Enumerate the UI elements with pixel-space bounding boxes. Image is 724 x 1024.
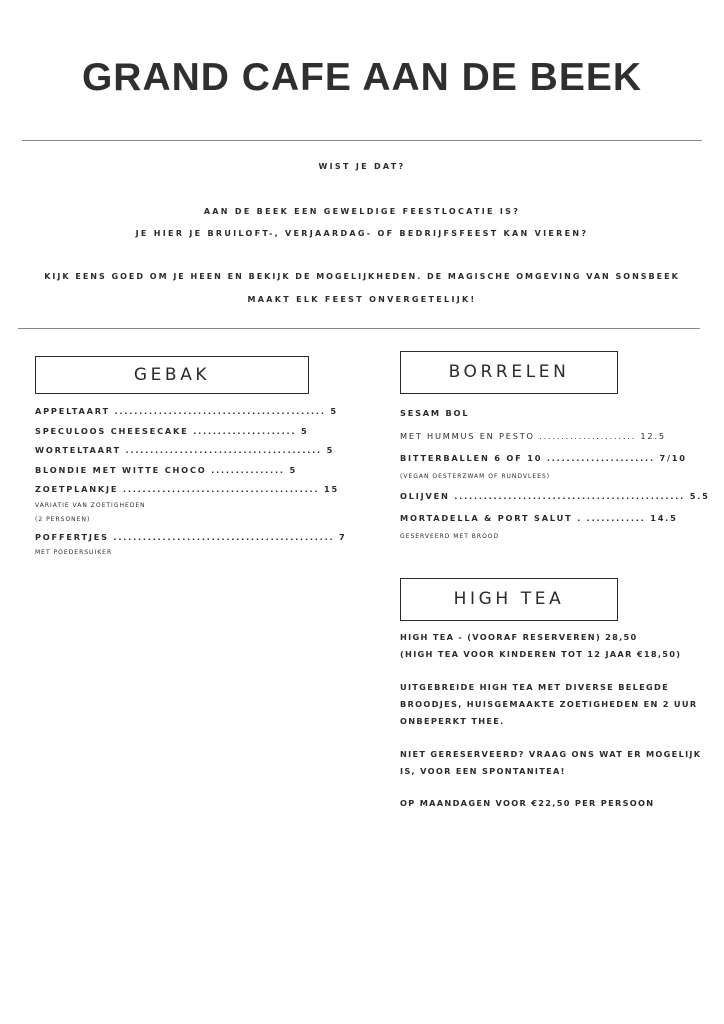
- intro-line: AAN DE BEEK EEN GEWELDIGE FEESTLOCATIE IS?: [203, 207, 521, 216]
- intro-heading: WIST JE DAT?: [318, 162, 406, 171]
- hightea-line: ONBEPERKT THEE.: [400, 716, 505, 726]
- intro-line: MAAKT ELK FEEST ONVERGETELIJK!: [247, 295, 477, 304]
- hightea-heading: HIGH TEA: [400, 578, 618, 621]
- menu-item: BLONDIE MET WITTE CHOCO ............... 5: [35, 465, 297, 475]
- item-note: (2 PERSONEN): [35, 516, 91, 523]
- hightea-line: UITGEBREIDE HIGH TEA MET DIVERSE BELEGDE: [400, 682, 670, 692]
- item-note: GESERVEERD MET BROOD: [400, 533, 500, 540]
- item-note: MET POEDERSUIKER: [35, 549, 113, 556]
- intro-line: JE HIER JE BRUILOFT-, VERJAARDAG- OF BEDRIJFSFEEST KAN VIEREN?: [135, 229, 589, 238]
- menu-item: OLIJVEN ............................................... 5.5: [400, 491, 710, 501]
- hightea-line: BROODJES, HUISGEMAAKTE ZOETIGHEDEN EN 2 UUR: [400, 699, 698, 709]
- menu-item: APPELTAART ........................................... 5: [35, 406, 338, 416]
- hightea-line: HIGH TEA - (VOORAF RESERVEREN) 28,50: [400, 632, 638, 642]
- hightea-line: NIET GERESERVEERD? VRAAG ONS WAT ER MOGELIJK: [400, 749, 702, 759]
- borrelen-heading: BORRELEN: [400, 351, 618, 394]
- menu-item: BITTERBALLEN 6 OF 10 ...................... 7/10: [400, 453, 687, 463]
- hightea-line: OP MAANDAGEN VOOR €22,50 PER PERSOON: [400, 798, 655, 808]
- page-title: GRAND CAFE AAN DE BEEK: [81, 56, 643, 99]
- menu-item: ZOETPLANKJE ........................................ 15: [35, 484, 339, 494]
- top-divider: [22, 140, 702, 141]
- item-note: VARIATIE VAN ZOETIGHEDEN: [35, 502, 146, 509]
- item-note: (VEGAN OESTERZWAM OF RUNDVLEES): [400, 473, 551, 480]
- menu-item: SPECULOOS CHEESECAKE ..................... 5: [35, 426, 309, 436]
- hightea-line: (HIGH TEA VOOR KINDEREN TOT 12 JAAR €18,50): [400, 649, 682, 659]
- bottom-divider: [18, 328, 700, 329]
- menu-item: WORTELTAART ........................................ 5: [35, 445, 335, 455]
- menu-item: POFFERTJES ............................................. 7: [35, 532, 347, 542]
- gebak-heading: GEBAK: [35, 356, 309, 394]
- menu-item: MET HUMMUS EN PESTO ...................... 12.5: [400, 431, 666, 441]
- menu-item: SESAM BOL: [400, 408, 470, 418]
- intro-line: KIJK EENS GOED OM JE HEEN EN BEKIJK DE MOGELIJKHEDEN. DE MAGISCHE OMGEVING VAN SONSBEEK: [44, 272, 680, 281]
- menu-item: MORTADELLA & PORT SALUT . ............ 14.5: [400, 513, 678, 523]
- hightea-line: IS, VOOR EEN SPONTANITEA!: [400, 766, 566, 776]
